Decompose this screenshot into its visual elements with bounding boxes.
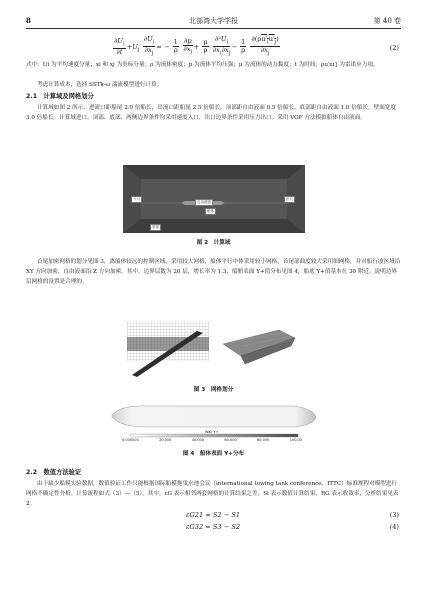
- colorbar-tick: 20.000: [159, 438, 172, 442]
- colorbar-tick: 100.00: [289, 438, 302, 442]
- page-number: 8: [26, 16, 31, 25]
- label-bottom: 底部: [152, 225, 159, 229]
- volume-label: 第 40 卷: [373, 17, 401, 25]
- equation-2-label: (2): [389, 44, 399, 52]
- equation-4-label: (4): [389, 523, 399, 531]
- label-outlet: 出口: [286, 197, 293, 201]
- label-inlet: 入口: [133, 197, 140, 201]
- colorbar-tick: 60.000: [224, 438, 237, 442]
- figure-3-mesh-right: [217, 326, 299, 376]
- equation-3-label: (3): [389, 511, 399, 519]
- figure-2-caption: 图 2 计算域: [196, 240, 231, 246]
- colorbar-title: Wall Y+: [205, 430, 219, 434]
- label-free-surface: 自由液面: [197, 200, 211, 204]
- figure-4-caption: 图 4 船体表面 Y+分布: [182, 451, 245, 457]
- equation-4: εG32 = S3 − S2: [186, 523, 241, 531]
- colorbar-ticks: [122, 438, 302, 442]
- page-header: [26, 14, 401, 29]
- figure-3-caption: 图 3 网格划分: [193, 387, 234, 393]
- journal-title: 北部湾大学学报: [189, 17, 238, 25]
- equation-description: 式中：Ui 为平均速度分量；xi 和 xj 为坐标分量；ρ 为流体密度；p 为流体平均压强；μ 为流体的动力黏度；t 为时间；ρu′iu′j 为雷诺应力项。: [26, 62, 379, 68]
- hull-shape: [112, 406, 316, 427]
- figure-2-domain: [123, 165, 305, 233]
- verification-paragraph: 由于缺少船模实验数据，数值验证工作只能根据国际船模拖曳水池会议（international towing tank conference，ITTC）标准规程对模型进行网格不确定性分析。计算流程如式（3）—（5），其中，εG 表示相邻两套网格的计算结果之差，Si 表示数值计算结果，RG 表示收敛率，分析结果见表 2。: [26, 481, 399, 507]
- figure-3-mesh-left: [127, 317, 209, 379]
- colorbar-tick: 40.000: [191, 438, 205, 442]
- equation-2: $\frac{\partial U_i}{\partial t}$ $+U_j$ $\frac{\partial U_i}{\partial x_j}$ = − $\frac{1}{\rho}$ $\frac{\partial p}{\partial x_i}$ + $\frac{\mu}{\rho}$ $\frac{\partial^2U_i}{\partial x_i\partial x_j}$ − $\frac{1}{\rho}$ $\frac{\partial(\rho u'_iu'_j)}{\partial x_j}$: [114, 35, 279, 57]
- label-hull: 船体: [207, 209, 214, 213]
- mesh-paragraph: 首尾加密网格的划分见图 3，离船体较远的控制区域，采用较大网格，船体平行中体采用较小网格，首尾部曲度较大采用细网格，并对船行波区域沿 XY 方向加密，自由液面沿 Z 方向加密。其中，边界层数为 20 层，增长率为 1.3，船舶表面 Y+值分布见图 4，船底 Y+值基本在 30 附近，说明边界层网格的设置是合理的。: [26, 259, 401, 285]
- model-paragraph: 考虑计算成本，选择 SSTk-ω 湍流模型进行计算。: [37, 82, 163, 88]
- colorbar-tick: 0.000000: [122, 438, 139, 442]
- section-2-1-heading: 2.1 计算域及网格划分: [26, 93, 94, 100]
- domain-paragraph: 计算域如图 2 所示，进流口距船尾 2.0 倍船长，出流口距船尾 2.5 倍船长，顶部距自由液面 0.5 倍船长，底部距自由液面 1.0 倍船长，壁面宽度 3.0 倍船长。计算域进口、顶部、底部、两侧边界条件均采用速度入口，出口边界条件采用压力出口。采用 VOF 方法模拟船体自由液面。: [26, 105, 396, 121]
- equation-3: εG21 = S2 − S1: [186, 511, 241, 519]
- colorbar-tick: 80.000: [257, 438, 270, 442]
- colorbar: [130, 434, 298, 437]
- section-2-2-heading: 2.2 数值方法验证: [26, 469, 82, 476]
